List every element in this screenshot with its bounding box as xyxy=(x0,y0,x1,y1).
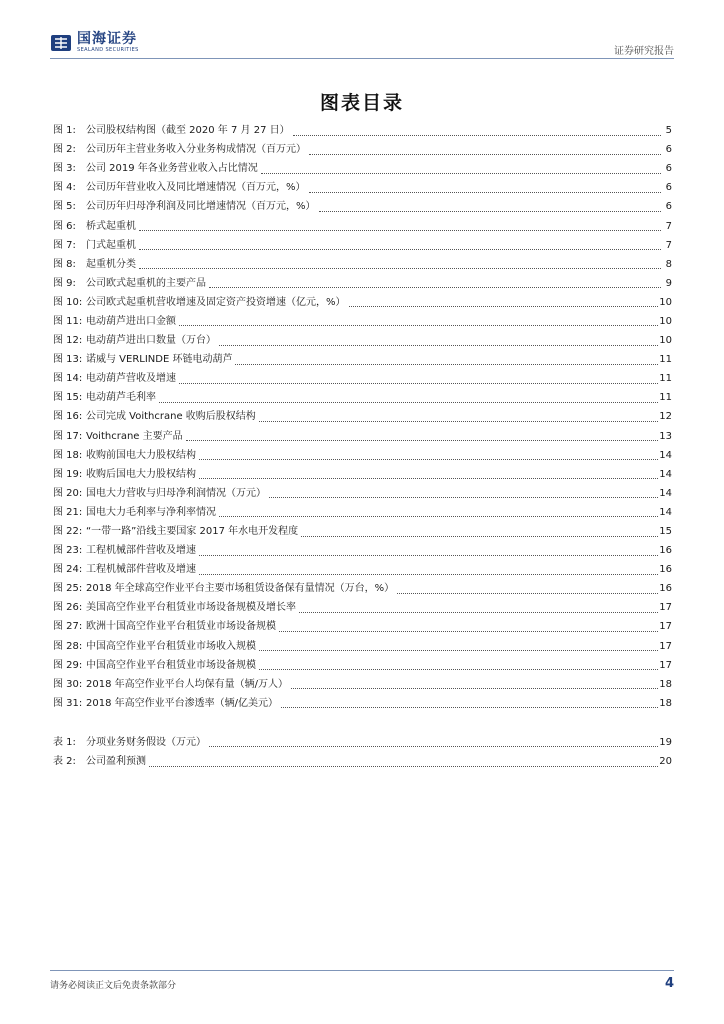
entry-label: 图 8: xyxy=(53,258,76,270)
dot-leader xyxy=(261,172,661,174)
entry-title: 公司股权结构图（截至 2020 年 7 月 27 日） xyxy=(86,125,290,137)
dot-leader xyxy=(199,573,658,575)
entry-page-number: 16 xyxy=(659,583,672,595)
entry-title: 桥式起重机 xyxy=(86,220,136,232)
entry-label: 图 13: xyxy=(53,354,83,366)
entry-title: 美国高空作业平台租赁业市场设备规模及增长率 xyxy=(86,602,296,614)
figure-entry[interactable] xyxy=(53,579,672,598)
entry-title: 起重机分类 xyxy=(86,258,136,270)
page-number: 4 xyxy=(664,976,674,991)
page-title: 图表目录 xyxy=(319,92,404,114)
figure-list xyxy=(53,121,672,713)
entry-label: 图 2: xyxy=(53,144,76,156)
dot-leader xyxy=(259,668,658,670)
dot-leader xyxy=(281,706,658,708)
entry-label: 图 18: xyxy=(53,449,83,461)
entry-page-number: 15 xyxy=(659,526,672,538)
figure-entry[interactable] xyxy=(53,637,672,656)
entry-title: 2018 年高空作业平台渗透率（辆/亿美元） xyxy=(86,697,278,709)
entry-page-number: 7 xyxy=(665,220,672,232)
entry-page-number: 14 xyxy=(659,487,672,499)
entry-title: 2018 年高空作业平台人均保有量（辆/万人） xyxy=(86,678,288,690)
figure-entry[interactable] xyxy=(53,446,672,465)
page-footer xyxy=(50,970,674,995)
entry-title: 电动葫芦营收及增速 xyxy=(86,373,176,385)
dot-leader xyxy=(319,210,661,212)
dot-leader xyxy=(199,554,658,556)
entry-label: 图 21: xyxy=(53,506,83,518)
dot-leader xyxy=(159,401,658,403)
entry-page-number: 10 xyxy=(659,315,672,327)
entry-label: 图 16: xyxy=(53,411,83,423)
company-logo xyxy=(50,32,139,53)
disclaimer-note: 请务必阅读正文后免责条款部分 xyxy=(50,981,177,991)
dot-leader xyxy=(309,191,661,193)
figure-entry[interactable] xyxy=(53,484,672,503)
entry-label: 图 3: xyxy=(53,163,76,175)
entry-page-number: 16 xyxy=(659,545,672,557)
dot-leader xyxy=(235,363,658,365)
figure-entry[interactable] xyxy=(53,331,672,350)
figure-entry[interactable] xyxy=(53,675,672,694)
dot-leader xyxy=(199,458,658,460)
figure-entry[interactable] xyxy=(53,694,672,713)
dot-leader xyxy=(139,248,661,250)
entry-label: 图 12: xyxy=(53,335,83,347)
entry-title: 电动葫芦毛利率 xyxy=(86,392,156,404)
entry-label: 图 24: xyxy=(53,564,83,576)
dot-leader xyxy=(269,496,658,498)
figure-entry[interactable] xyxy=(53,236,672,255)
figure-entry[interactable] xyxy=(53,503,672,522)
dot-leader xyxy=(179,382,658,384)
sealand-logo-icon xyxy=(50,33,72,53)
figure-entry[interactable] xyxy=(53,216,672,235)
dot-leader xyxy=(349,305,659,307)
figure-entry[interactable] xyxy=(53,140,672,159)
entry-title: 公司历年主营业务收入分业务构成情况（百万元） xyxy=(86,144,306,156)
figure-entry[interactable] xyxy=(53,178,672,197)
entry-page-number: 11 xyxy=(659,354,672,366)
entry-page-number: 9 xyxy=(665,277,672,289)
figure-entry[interactable] xyxy=(53,159,672,178)
entry-page-number: 19 xyxy=(659,736,672,748)
entry-title: 国电大力营收与归母净利润情况（万元） xyxy=(86,487,266,499)
entry-page-number: 6 xyxy=(665,144,672,156)
entry-label: 图 29: xyxy=(53,659,83,671)
figure-entry[interactable] xyxy=(53,427,672,446)
entry-label: 图 11: xyxy=(53,315,83,327)
entry-title: 收购后国电大力股权结构 xyxy=(86,468,196,480)
dot-leader xyxy=(139,267,661,269)
logo-english-name: SEALAND SECURITIES xyxy=(77,47,139,53)
entry-page-number: 20 xyxy=(659,756,672,768)
entry-page-number: 11 xyxy=(659,373,672,385)
entry-label: 图 25: xyxy=(53,583,83,595)
dot-leader xyxy=(299,611,658,613)
entry-title: 2018 年全球高空作业平台主要市场租赁设备保有量情况（万台，%） xyxy=(86,583,395,595)
page-header xyxy=(50,30,674,59)
entry-title: Voithcrane 主要产品 xyxy=(86,430,183,442)
entry-title: 公司欧式起重机的主要产品 xyxy=(86,277,206,289)
figure-entry[interactable] xyxy=(53,255,672,274)
entry-label: 图 26: xyxy=(53,602,83,614)
entry-title: 电动葫芦进出口数量（万台） xyxy=(86,335,216,347)
entry-title: 国电大力毛利率与净利率情况 xyxy=(86,506,216,518)
entry-page-number: 6 xyxy=(665,182,672,194)
entry-title: 公司盈利预测 xyxy=(86,756,146,768)
entry-page-number: 10 xyxy=(659,296,672,308)
figure-entry[interactable] xyxy=(53,522,672,541)
figure-entry[interactable] xyxy=(53,350,672,369)
entry-page-number: 17 xyxy=(659,602,672,614)
figure-entry[interactable] xyxy=(53,598,672,617)
entry-page-number: 18 xyxy=(659,697,672,709)
dot-leader xyxy=(259,420,658,422)
entry-page-number: 14 xyxy=(659,449,672,461)
entry-page-number: 8 xyxy=(665,258,672,270)
entry-label: 图 27: xyxy=(53,621,83,633)
figure-entry[interactable] xyxy=(53,388,672,407)
table-entry[interactable] xyxy=(53,733,672,752)
entry-label: 图 28: xyxy=(53,640,83,652)
entry-page-number: 14 xyxy=(659,468,672,480)
entry-page-number: 10 xyxy=(659,335,672,347)
dot-leader xyxy=(139,229,661,231)
figure-entry[interactable] xyxy=(53,197,672,216)
entry-label: 图 15: xyxy=(53,392,83,404)
entry-label: 图 17: xyxy=(53,430,83,442)
table-of-figures xyxy=(53,121,672,771)
figure-entry[interactable] xyxy=(53,293,672,312)
figure-entry[interactable] xyxy=(53,465,672,484)
dot-leader xyxy=(149,765,658,767)
entry-title: 公司完成 Voithcrane 收购后股权结构 xyxy=(86,411,256,423)
entry-title: 工程机械部件营收及增速 xyxy=(86,545,196,557)
entry-title: 收购前国电大力股权结构 xyxy=(86,449,196,461)
figure-entry[interactable] xyxy=(53,617,672,636)
entry-title: 公司 2019 年各业务营业收入占比情况 xyxy=(86,163,258,175)
entry-label: 图 6: xyxy=(53,220,76,232)
entry-label: 图 19: xyxy=(53,468,83,480)
dot-leader xyxy=(219,344,658,346)
entry-page-number: 17 xyxy=(659,659,672,671)
entry-label: 图 23: xyxy=(53,545,83,557)
entry-label: 图 22: xyxy=(53,526,83,538)
dot-leader xyxy=(309,153,661,155)
figure-entry[interactable] xyxy=(53,541,672,560)
dot-leader xyxy=(291,687,658,689)
figure-entry[interactable] xyxy=(53,369,672,388)
document-type: 证券研究报告 xyxy=(614,46,674,57)
entry-label: 图 9: xyxy=(53,277,76,289)
entry-title: 公司欧式起重机营收增速及固定资产投资增速（亿元，%） xyxy=(86,296,346,308)
dot-leader xyxy=(219,515,658,517)
dot-leader xyxy=(259,649,658,651)
dot-leader xyxy=(293,134,661,136)
entry-title: 分项业务财务假设（万元） xyxy=(86,736,206,748)
figure-entry[interactable] xyxy=(53,312,672,331)
logo-chinese-name: 国海证券 xyxy=(77,31,137,47)
table-list xyxy=(53,733,672,771)
entry-title: 公司历年营业收入及同比增速情况（百万元，%） xyxy=(86,182,306,194)
entry-page-number: 17 xyxy=(659,640,672,652)
entry-title: 电动葫芦进出口金额 xyxy=(86,315,176,327)
dot-leader xyxy=(301,535,658,537)
dot-leader xyxy=(209,745,658,747)
entry-label: 图 31: xyxy=(53,697,83,709)
entry-page-number: 12 xyxy=(659,411,672,423)
entry-label: 图 1: xyxy=(53,125,76,137)
list-spacer xyxy=(53,713,672,733)
entry-page-number: 5 xyxy=(665,125,672,137)
entry-page-number: 13 xyxy=(659,430,672,442)
entry-title: 欧洲十国高空作业平台租赁业市场设备规模 xyxy=(86,621,276,633)
dot-leader xyxy=(209,286,661,288)
entry-title: 公司历年归母净利润及同比增速情况（百万元，%） xyxy=(86,201,316,213)
dot-leader xyxy=(279,630,658,632)
dot-leader xyxy=(397,592,658,594)
entry-page-number: 6 xyxy=(665,163,672,175)
figure-entry[interactable] xyxy=(53,560,672,579)
entry-page-number: 14 xyxy=(659,506,672,518)
entry-title: 工程机械部件营收及增速 xyxy=(86,564,196,576)
entry-page-number: 6 xyxy=(665,201,672,213)
entry-title: “一带一路”沿线主要国家 2017 年水电开发程度 xyxy=(86,526,299,538)
entry-label: 图 4: xyxy=(53,182,76,194)
table-entry[interactable] xyxy=(53,752,672,771)
figure-entry[interactable] xyxy=(53,274,672,293)
entry-label: 图 7: xyxy=(53,239,76,251)
entry-page-number: 18 xyxy=(659,678,672,690)
figure-entry[interactable] xyxy=(53,656,672,675)
entry-label: 表 1: xyxy=(53,736,76,748)
entry-label: 图 30: xyxy=(53,678,83,690)
entry-page-number: 17 xyxy=(659,621,672,633)
dot-leader xyxy=(179,324,658,326)
figure-entry[interactable] xyxy=(53,121,672,140)
figure-entry[interactable] xyxy=(53,407,672,426)
entry-label: 表 2: xyxy=(53,756,76,768)
entry-title: 门式起重机 xyxy=(86,239,136,251)
entry-page-number: 7 xyxy=(665,239,672,251)
entry-label: 图 5: xyxy=(53,201,76,213)
dot-leader xyxy=(186,439,659,441)
entry-title: 中国高空作业平台租赁业市场收入规模 xyxy=(86,640,256,652)
entry-page-number: 11 xyxy=(659,392,672,404)
entry-title: 诺威与 VERLINDE 环链电动葫芦 xyxy=(86,354,233,366)
entry-page-number: 16 xyxy=(659,564,672,576)
entry-label: 图 10: xyxy=(53,296,83,308)
dot-leader xyxy=(199,477,658,479)
entry-title: 中国高空作业平台租赁业市场设备规模 xyxy=(86,659,256,671)
entry-label: 图 14: xyxy=(53,373,83,385)
entry-label: 图 20: xyxy=(53,487,83,499)
